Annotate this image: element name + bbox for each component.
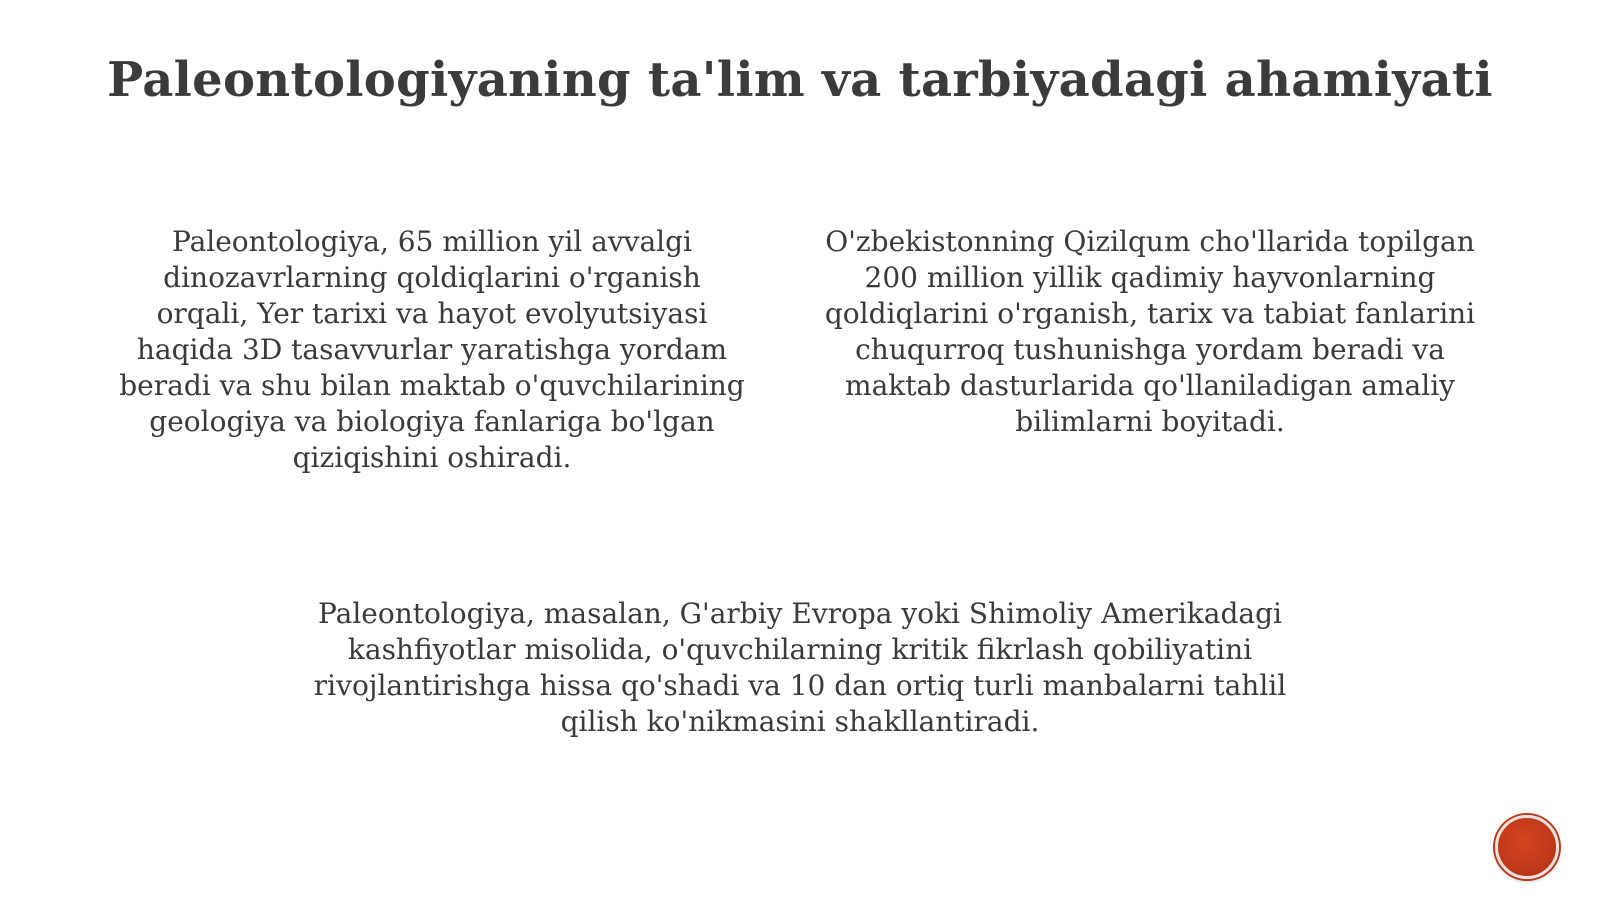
slide-nav-button[interactable] — [1495, 815, 1559, 879]
paragraph-left: Paleontologiya, 65 million yil avvalgi dinozavrlarning qoldiqlarini o'rganish orqali, Yer tarixi va hayot evolyutsiyasi haqida 3D tasavvurlar yaratishga yordam beradi va shu bilan maktab o'quvchilarining geologiya va biologiya fanlariga bo'lgan qiziqishini oshiradi. — [119, 225, 745, 474]
paragraph-bottom: Paleontologiya, masalan, G'arbiy Evropa yoki Shimoliy Amerikadagi kashfiyotlar misolida, o'quvchilarning kritik fikrlash qobiliyatini rivojlantirishga hissa qo'shadi va 10 dan ortiq turli manbalarni tahlil qilish ko'nikmasini shakllantiradi. — [313, 597, 1287, 738]
paragraph-right: O'zbekistonning Qizilqum cho'llarida topilgan 200 million yillik qadimiy hayvonlarning qoldiqlarini o'rganish, tarix va tabiat fanlarini chuqurroq tushunishga yordam beradi va maktab dasturlarida qo'llaniladigan amaliy bilimlarni boyitadi. — [824, 225, 1476, 438]
slide-title: Paleontologiyaning ta'lim va tarbiyadagi ahamiyati — [107, 52, 1493, 108]
